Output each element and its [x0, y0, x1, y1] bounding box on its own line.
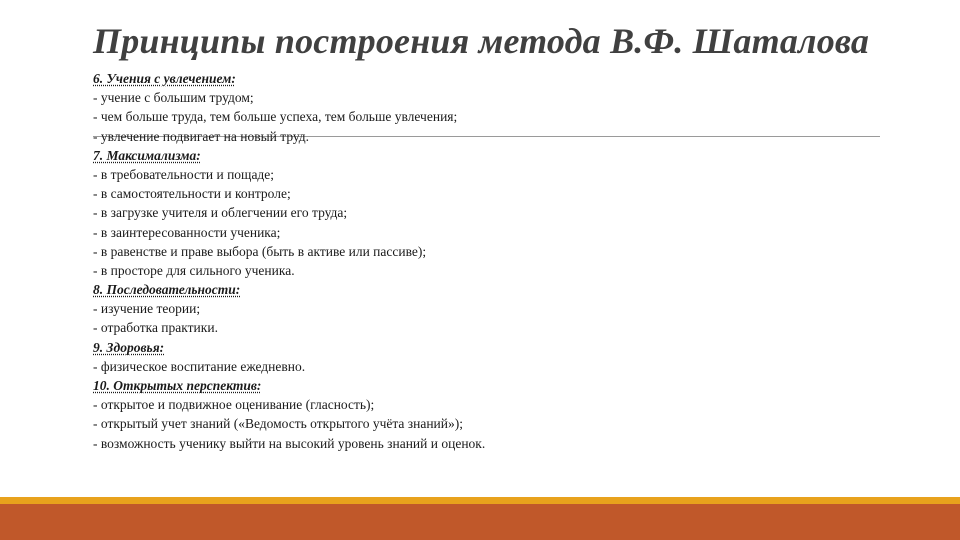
principle-heading: 6. Учения с увлечением:	[93, 71, 236, 86]
principle-item: - в просторе для сильного ученика.	[93, 262, 295, 278]
principle-item: - чем больше труда, тем больше успеха, тем больше увлечения;	[93, 109, 458, 125]
principle-item: - изучение теории;	[93, 301, 201, 317]
principle-heading: 10. Открытых перспектив:	[93, 378, 262, 393]
slide-body	[93, 69, 485, 453]
principle-item: - в равенстве и праве выбора (быть в активе или пассиве);	[93, 243, 427, 259]
principle-item: - увлечение подвигает на новый труд.	[93, 128, 310, 144]
principle-item: - открытое и подвижное оценивание (гласность);	[93, 397, 375, 413]
principle-heading: 7. Максимализма:	[93, 147, 201, 163]
principle-item: - в самостоятельности и контроле;	[93, 186, 291, 202]
principle-item: - отработка практики.	[93, 320, 218, 336]
slide-title: Принципы построения метода В.Ф. Шаталова	[93, 21, 870, 61]
principle-item: - в требовательности и пощаде;	[93, 166, 275, 182]
principle-item: - в загрузке учителя и облегчении его труда;	[93, 205, 348, 221]
principle-item: - физическое воспитание ежедневно.	[93, 358, 306, 374]
footer-bar	[0, 504, 960, 540]
principle-item: - учение с большим трудом;	[93, 90, 254, 106]
principle-item: - в заинтересованности ученика;	[93, 224, 281, 240]
principle-item: - возможность ученику выйти на высокий уровень знаний и оценок.	[93, 435, 486, 451]
footer-accent-bar	[0, 497, 960, 504]
principle-heading: 9. Здоровья:	[93, 339, 165, 355]
principle-heading: 8. Последовательности:	[93, 282, 241, 298]
principle-item: - открытый учет знаний («Ведомость открытого учёта знаний»);	[93, 416, 464, 432]
